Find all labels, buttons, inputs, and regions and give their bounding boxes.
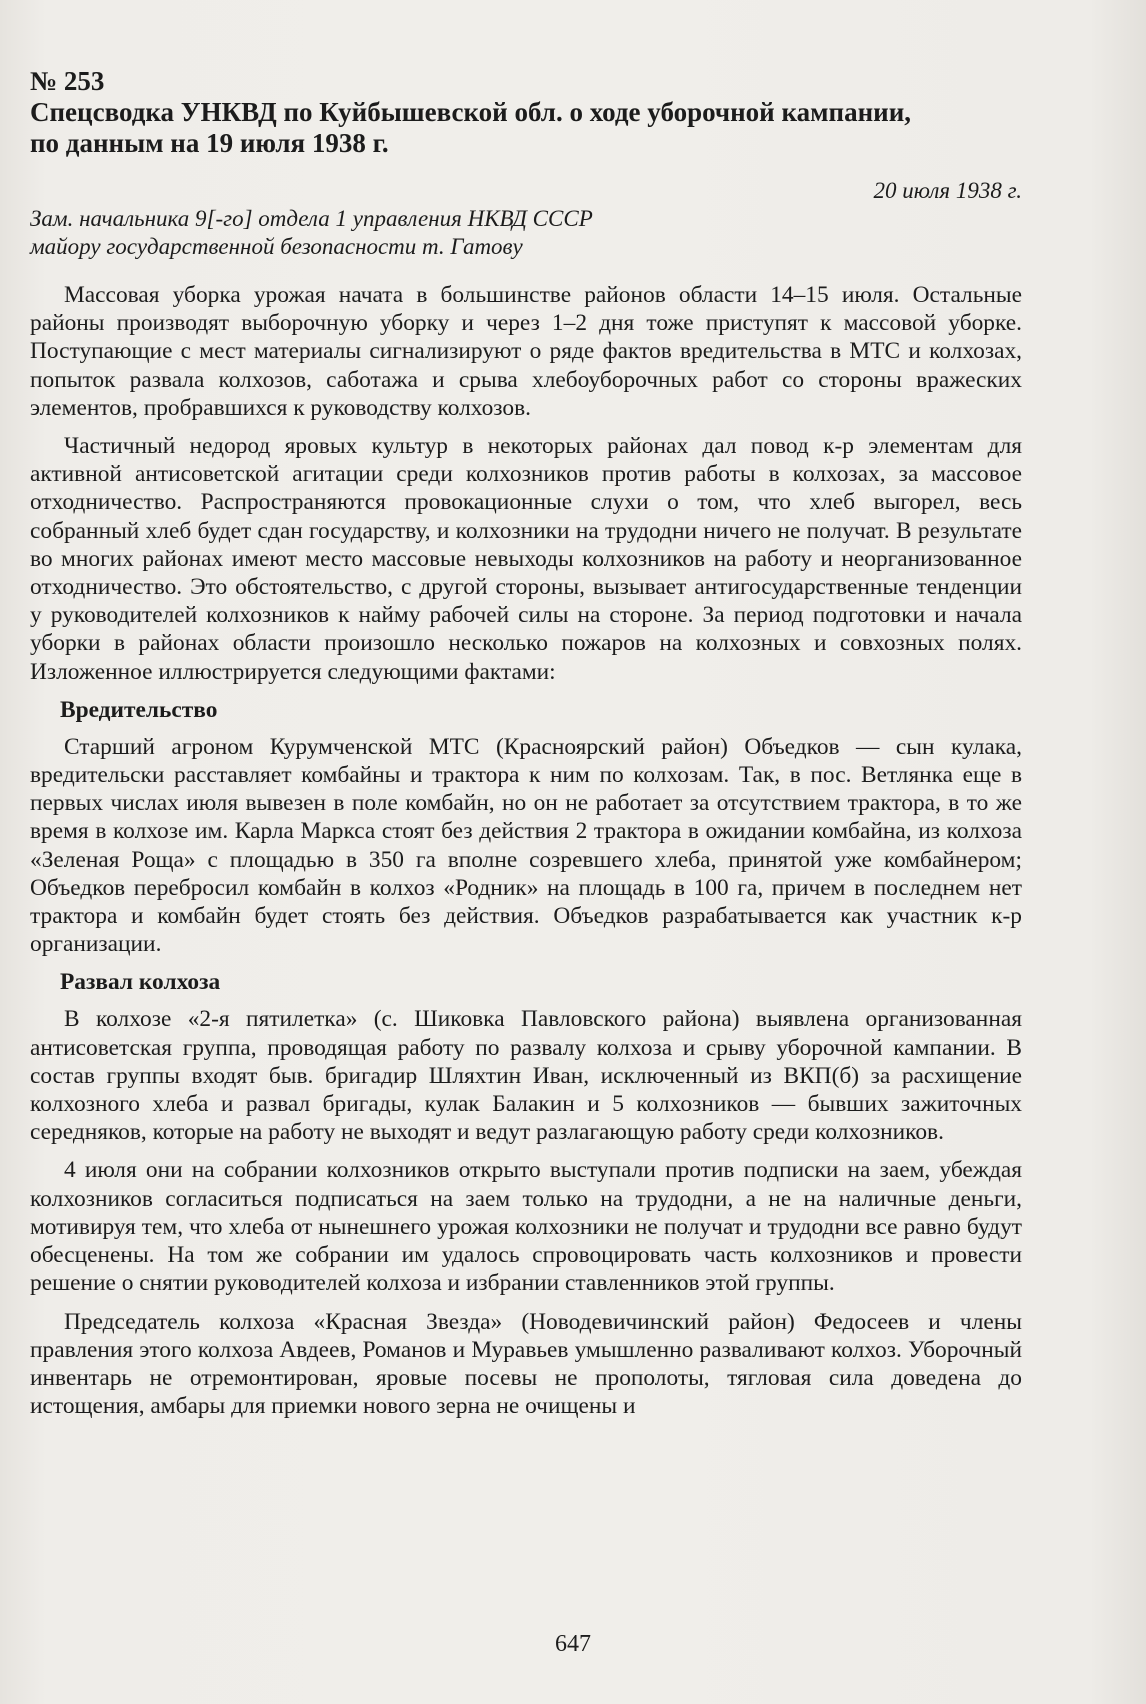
paragraph: Старший агроном Курумченской МТС (Красноярский район) Объедков — сын кулака, вредительски расставляет комбайны и трактора к ним по колхозам. Так, в пос. Ветлянка еще в первых числах июля вывезен в поле комбайн, но он не работает за отсутствием трактора, в то же время в колхозе им. Карла Маркса стоят без действия 2 трактора в ожидании комбайна, из колхоза «Зеленая Роща» с площадью в 350 га вполне созревшего хлеба, принятой уже комбайнером; Объедков перебросил комбайн в колхоз «Родник» на площадь в 100 га, причем в последнем нет трактора и комбайн будет стоять без действия. Объедков разрабатывается как участник к-р организации.	[30, 733, 1022, 958]
document-number: № 253	[30, 66, 105, 96]
addressee-line: майору государственной безопасности т. Гатову	[30, 234, 523, 259]
document-content	[30, 66, 1022, 1430]
paragraph: В колхозе «2-я пятилетка» (с. Шиковка Павловского района) выявлена организованная антисоветская группа, проводящая работу по развалу колхоза и срыву уборочной кампании. В состав группы входят быв. бригадир Шляхтин Иван, исключенный из ВКП(б) за расхищение колхозного хлеба и развал бригады, кулак Балакин и 5 колхозников — бывших зажиточных середняков, которые на работу не выходят и ведут разлагающую работу среди колхозников.	[30, 1006, 1022, 1146]
page-number: 647	[555, 1631, 591, 1657]
paragraph: Массовая уборка урожая начата в большинстве районов области 14–15 июля. Остальные районы производят выборочную уборку и через 1–2 дня тоже приступят к массовой уборке. Поступающие с мест материалы сигнализируют о ряде фактов вредительства в МТС и колхозах, попыток развала колхозов, саботажа и срыва хлебоуборочных работ со стороны вражеских элементов, пробравшихся к руководству колхозов.	[30, 282, 1022, 421]
document-title: Спецсводка УНКВД по Куйбышевской обл. о ходе уборочной кампании, по данным на 19 июля 1938 г.	[30, 97, 912, 158]
document-date: 20 июля 1938 г.	[873, 178, 1022, 203]
section-heading: Вредительство	[60, 696, 218, 723]
paragraph: Председатель колхоза «Красная Звезда» (Новодевичинский район) Федосеев и члены правления этого колхоза Авдеев, Романов и Муравьев умышленно разваливают колхоз. Уборочный инвентарь не отремонтирован, яровые посевы не прополоты, тягловая сила доведена до истощения, амбары для приемки нового зерна не очищены и	[30, 1308, 1022, 1420]
addressee-block	[30, 205, 1022, 261]
section-heading: Развал колхоза	[60, 969, 221, 996]
paragraph: Частичный недород яровых культур в некоторых районах дал повод к-р элементам для активной антисоветской агитации среди колхозников против работы в колхозах, за массовое отходничество. Распространяются провокационные слухи о том, что хлеб выгорел, весь собранный хлеб будет сдан государству, и колхозники на трудодни ничего не получат. В результате во многих районах имеют место массовые невыходы колхозников на работу и неорганизованное отходничество. Это обстоятельство, с другой стороны, вызывает антигосударственные тенденции у руководителей колхозников к найму рабочей силы на стороне. За период подготовки и начала уборки в районах области произошло несколько пожаров на колхозных и совхозных полях. Изложенное иллюстрируется следующими фактами:	[30, 433, 1022, 685]
addressee-line: Зам. начальника 9[-го] отдела 1 управления НКВД СССР	[30, 206, 593, 231]
paragraph: 4 июля они на собрании колхозников открыто выступали против подписки на заем, убеждая колхозников согласиться подписаться на заем только на трудодни, а не на наличные деньги, мотивируя тем, что хлеба от нынешнего урожая колхозники не получат и трудодни все равно будут обесценены. На том же собрании им удалось спровоцировать часть колхозников и провести решение о снятии руководителей колхоза и избрании ставленников этой группы.	[30, 1157, 1022, 1297]
